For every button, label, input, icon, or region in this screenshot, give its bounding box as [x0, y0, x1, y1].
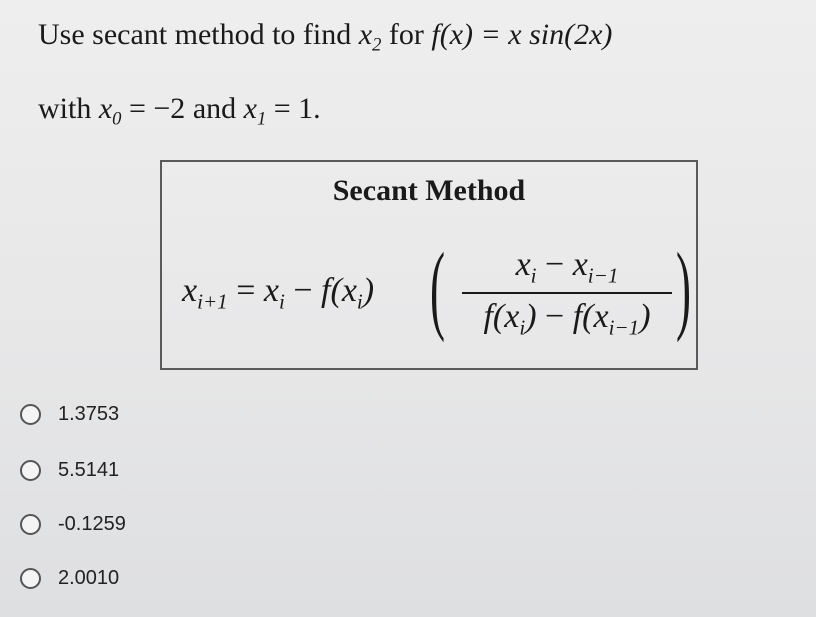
question-text-for: for: [381, 18, 432, 51]
fraction-bar: [462, 292, 672, 294]
radio-circle-icon[interactable]: [20, 514, 41, 535]
option-1[interactable]: [18, 400, 218, 428]
secant-formula: [182, 232, 691, 344]
question-line-2: [38, 94, 321, 129]
option-4[interactable]: [18, 564, 218, 592]
option-label: 2.0010: [58, 566, 120, 589]
question-text: Use secant method to find: [38, 18, 359, 51]
radio-circle-icon[interactable]: [20, 460, 41, 481]
question-line-1: [38, 20, 612, 55]
secant-method-box: [160, 160, 698, 370]
formula-lhs: $x_{i+1} = x_i - f(x_i)$: [182, 272, 375, 314]
box-title: Secant Method: [332, 174, 526, 207]
close-paren: ): [676, 232, 691, 343]
x1-variable: $x_1$: [243, 92, 267, 130]
fraction-numerator: $x_i - x_{i-1}$: [515, 246, 619, 288]
radio-circle-icon[interactable]: [20, 404, 41, 425]
option-label: -0.1259: [58, 512, 126, 535]
option-3[interactable]: [18, 510, 218, 538]
question-text-with: with: [38, 92, 99, 125]
radio-circle-icon[interactable]: [20, 568, 41, 589]
option-label: 1.3753: [58, 402, 120, 425]
x0-variable: $x_0$: [98, 92, 122, 130]
function-definition: f(x) = x sin(2x): [431, 18, 613, 51]
x1-value: = 1.: [266, 92, 321, 125]
option-label: 5.5141: [58, 458, 120, 481]
question-text-and: and: [185, 92, 244, 125]
option-2[interactable]: [18, 456, 218, 484]
target-variable: $x_2$: [358, 18, 382, 56]
fraction-denominator: $f(x_i) - f(x_{i-1})$: [483, 298, 651, 340]
open-paren: (: [430, 232, 445, 343]
x0-value: = −2: [121, 92, 186, 125]
